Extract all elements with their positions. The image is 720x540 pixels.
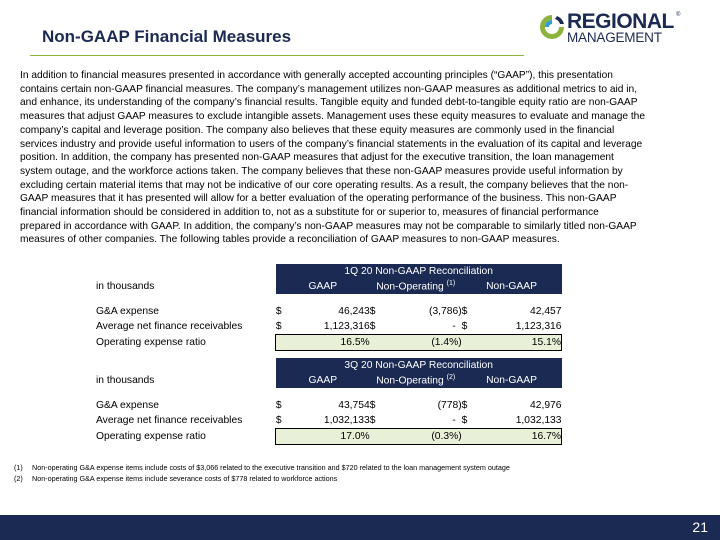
gaap-value: 1,123,316 (323, 321, 370, 332)
intro-line: services industry and provide useful information to users of the company’s financial statements in the evaluation of its capital and leverage (20, 138, 643, 150)
footnote-text: Non-operating G&A expense items include costs of $3,066 related to the executive transition and $720 related to the loan management system outage (32, 463, 510, 472)
intro-line: measures of other companies. The following tables provide a reconciliation of GAAP measures to non-GAAP measures. (20, 234, 560, 246)
footnote (14, 474, 337, 483)
non-operating-value: - (452, 321, 456, 332)
page-title: Non-GAAP Financial Measures (42, 27, 292, 46)
intro-line: and enhance, its understanding of the company’s financial results. Tangible equity and funded debt-to-tangible equity ratio are non-GAAP (20, 97, 638, 109)
logo-wordmark-regional: REGIONAL (567, 10, 674, 33)
non-operating-value: (778) (437, 400, 462, 411)
table-banner: 1Q 20 Non-GAAP Reconciliation (276, 264, 562, 279)
table-banner-row (96, 358, 562, 373)
page-number: 21 (692, 519, 708, 535)
ratio-row (96, 429, 562, 445)
intro-line: prepared in accordance with GAAP. In addition, the company’s non-GAAP measures may not be comparable to similarly titled non-GAAP (20, 220, 637, 232)
reconciliation-table-1q20 (96, 264, 562, 351)
non-operating-value: (3,786) (429, 306, 462, 317)
row-label: Average net finance receivables (96, 321, 243, 333)
table-row (96, 413, 562, 429)
footnote-number: (1) (14, 463, 23, 472)
intro-line: position. In addition, the company has presented non-GAAP measures that adjust for the executive transition, the loan management (20, 152, 614, 164)
currency-symbol: $ (461, 321, 468, 332)
gaap-value: 46,243 (338, 306, 370, 317)
currency-symbol: $ (369, 400, 376, 411)
currency-symbol: $ (275, 400, 282, 411)
currency-symbol: $ (369, 321, 376, 332)
logo-registered-mark: ® (676, 12, 681, 18)
non-gaap-ratio: 15.1% (476, 335, 562, 351)
intro-line: company’s capital and leverage position. The company also believes that these equity measures are commonly used in the financial (20, 124, 615, 136)
currency-symbol: $ (275, 415, 282, 426)
footnote-number: (2) (14, 474, 23, 483)
footer-bar (0, 515, 720, 540)
col-header-gaap: GAAP (276, 279, 370, 294)
regional-management-logo (537, 10, 687, 50)
col-header-non-operating-text: Non-Operating (376, 375, 444, 387)
row-label: Operating expense ratio (96, 431, 206, 442)
gaap-ratio: 17.0% (290, 429, 370, 445)
col-header-non-gaap: Non-GAAP (462, 279, 562, 294)
row-label: Average net finance receivables (96, 415, 243, 427)
gaap-value: 43,754 (338, 400, 370, 411)
intro-line: financial information should be considered in addition to, not as a substitute for or superior to, measures of financial performance (20, 207, 599, 219)
col-header-non-gaap: Non-GAAP (462, 373, 562, 388)
currency-symbol: $ (461, 306, 468, 317)
row-label: G&A expense (96, 306, 159, 317)
units-label: in thousands (96, 375, 155, 386)
footnote-text: Non-operating G&A expense items include severance costs of $778 related to workforce actions (32, 474, 338, 483)
intro-line: contains certain non-GAAP financial measures. The company’s management utilizes non-GAAP measures as additional metrics to aid in, (20, 83, 638, 95)
units-label: in thousands (96, 281, 155, 292)
col-header-non-operating (370, 373, 462, 388)
table-row (96, 398, 562, 413)
footnote-ref: (1) (446, 280, 456, 288)
currency-symbol: $ (275, 306, 282, 317)
intro-line: system outage, and the workforce actions taken. The company believes that these non-GAAP measures provide useful information by (20, 165, 623, 177)
intro-line: GAAP measures that it has presented will allow for a better evaluation of the operating performance of the business. This non-GAAP (20, 193, 617, 205)
row-label: Operating expense ratio (96, 337, 206, 348)
non-gaap-value: 42,976 (530, 400, 562, 411)
col-header-non-operating-text: Non-Operating (376, 281, 444, 293)
logo-swoosh-icon (537, 12, 567, 42)
intro-line: In addition to financial measures presented in accordance with generally accepted accounting principles (“GAAP”), this presentation (20, 70, 613, 81)
currency-symbol: $ (369, 306, 376, 317)
non-gaap-value: 42,457 (530, 306, 562, 317)
currency-symbol: $ (461, 415, 468, 426)
intro-line: excluding certain material items that may not be indicative of our core operating results. As a result, the company believes that the non- (20, 179, 629, 191)
reconciliation-table-3q20 (96, 358, 562, 445)
logo-wordmark-management: MANAGEMENT (567, 30, 662, 45)
table-banner: 3Q 20 Non-GAAP Reconciliation (276, 358, 562, 373)
col-header-non-operating (370, 279, 462, 294)
ratio-row (96, 335, 562, 351)
table-row (96, 304, 562, 319)
row-label: G&A expense (96, 400, 159, 411)
non-operating-ratio: (0.3%) (384, 429, 462, 445)
col-header-gaap: GAAP (276, 373, 370, 388)
non-gaap-ratio: 16.7% (476, 429, 562, 445)
intro-paragraph (20, 69, 700, 247)
table-header-row (96, 279, 562, 294)
non-gaap-value: 1,032,133 (515, 415, 562, 426)
gaap-ratio: 16.5% (290, 335, 370, 351)
title-divider (30, 55, 524, 56)
footnote (14, 463, 510, 472)
non-operating-value: - (452, 415, 456, 426)
currency-symbol: $ (369, 415, 376, 426)
currency-symbol: $ (275, 321, 282, 332)
table-row (96, 319, 562, 335)
currency-symbol: $ (461, 400, 468, 411)
footnote-ref: (2) (446, 374, 456, 382)
intro-line: measures that adjust GAAP measures to exclude intangible assets. Management uses these equity measures to evaluate and manage the (20, 111, 646, 123)
non-gaap-value: 1,123,316 (515, 321, 562, 332)
table-banner-row (96, 264, 562, 279)
table-header-row (96, 373, 562, 388)
non-operating-ratio: (1.4%) (384, 335, 462, 351)
gaap-value: 1,032,133 (323, 415, 370, 426)
